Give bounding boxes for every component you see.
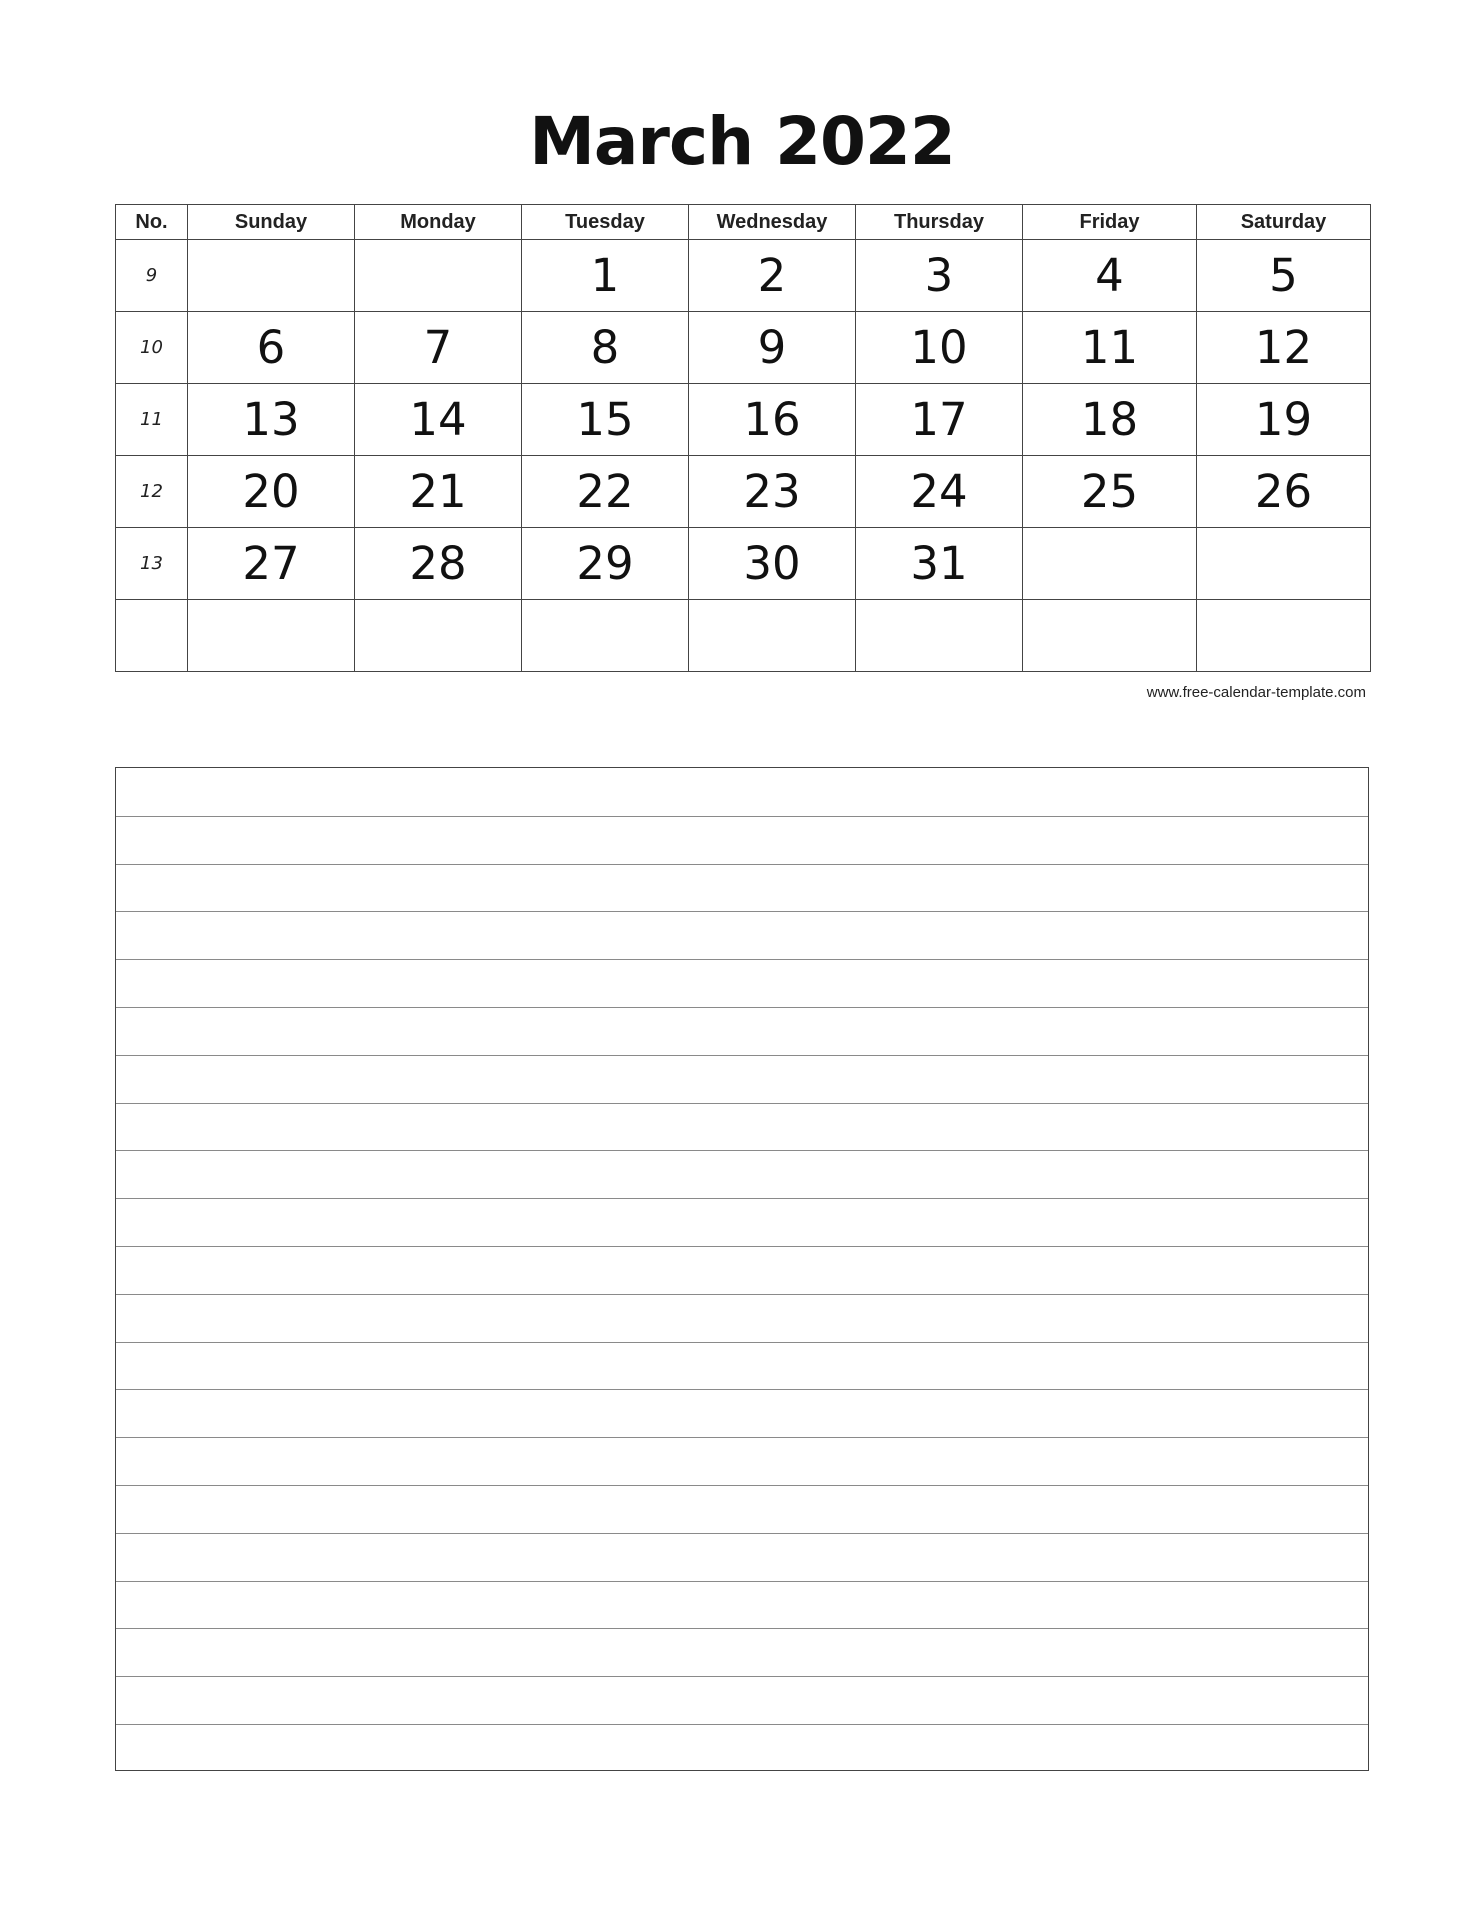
note-line [116, 1103, 1368, 1104]
day-cell: 12 [1197, 312, 1371, 384]
note-line [116, 1724, 1368, 1725]
day-cell [188, 600, 355, 672]
note-line [116, 1055, 1368, 1056]
day-cell: 24 [856, 456, 1023, 528]
day-cell [1023, 600, 1197, 672]
day-cell: 26 [1197, 456, 1371, 528]
day-cell: 9 [689, 312, 856, 384]
weekday-header-saturday: Saturday [1197, 205, 1371, 240]
notes-area[interactable] [115, 767, 1369, 1771]
weekday-header-sunday: Sunday [188, 205, 355, 240]
day-cell: 27 [188, 528, 355, 600]
day-cell [355, 600, 522, 672]
day-cell: 16 [689, 384, 856, 456]
day-cell: 15 [522, 384, 689, 456]
day-cell: 21 [355, 456, 522, 528]
day-cell: 5 [1197, 240, 1371, 312]
note-line [116, 1007, 1368, 1008]
day-cell: 17 [856, 384, 1023, 456]
day-cell [1023, 528, 1197, 600]
day-cell [856, 600, 1023, 672]
note-line [116, 959, 1368, 960]
week-number: 13 [116, 528, 188, 600]
week-number [116, 600, 188, 672]
day-cell: 7 [355, 312, 522, 384]
day-cell [1197, 528, 1371, 600]
day-cell: 3 [856, 240, 1023, 312]
website-credit: www.free-calendar-template.com [1146, 684, 1366, 701]
day-cell [522, 600, 689, 672]
week-row [116, 384, 1371, 456]
day-cell: 19 [1197, 384, 1371, 456]
day-cell: 18 [1023, 384, 1197, 456]
day-cell: 1 [522, 240, 689, 312]
note-line [116, 1485, 1368, 1486]
note-line [116, 1437, 1368, 1438]
day-cell: 2 [689, 240, 856, 312]
day-cell [188, 240, 355, 312]
week-row [116, 240, 1371, 312]
week-number: 11 [116, 384, 188, 456]
week-number: 12 [116, 456, 188, 528]
day-cell: 10 [856, 312, 1023, 384]
day-cell: 22 [522, 456, 689, 528]
day-cell: 25 [1023, 456, 1197, 528]
note-line [116, 864, 1368, 865]
day-cell [689, 600, 856, 672]
day-cell: 8 [522, 312, 689, 384]
day-cell [1197, 600, 1371, 672]
calendar-grid [115, 204, 1371, 672]
weekday-header-monday: Monday [355, 205, 522, 240]
day-cell: 23 [689, 456, 856, 528]
day-cell [355, 240, 522, 312]
weekday-header-friday: Friday [1023, 205, 1197, 240]
day-cell: 13 [188, 384, 355, 456]
week-number-header: No. [116, 205, 188, 240]
note-line [116, 1198, 1368, 1199]
note-line [116, 816, 1368, 817]
day-cell: 11 [1023, 312, 1197, 384]
week-row [116, 528, 1371, 600]
note-line [116, 1628, 1368, 1629]
week-row [116, 600, 1371, 672]
note-line [116, 1246, 1368, 1247]
note-line [116, 1389, 1368, 1390]
note-line [116, 911, 1368, 912]
note-line [116, 1294, 1368, 1295]
day-cell: 14 [355, 384, 522, 456]
weekday-header-wednesday: Wednesday [689, 205, 856, 240]
week-row [116, 312, 1371, 384]
note-line [116, 1581, 1368, 1582]
note-line [116, 1676, 1368, 1677]
week-row [116, 456, 1371, 528]
note-line [116, 1533, 1368, 1534]
weekday-header-thursday: Thursday [856, 205, 1023, 240]
day-cell: 20 [188, 456, 355, 528]
note-line [116, 1342, 1368, 1343]
weekday-header-tuesday: Tuesday [522, 205, 689, 240]
day-cell: 4 [1023, 240, 1197, 312]
day-cell: 6 [188, 312, 355, 384]
day-cell: 28 [355, 528, 522, 600]
week-number: 9 [116, 240, 188, 312]
day-cell: 29 [522, 528, 689, 600]
week-number: 10 [116, 312, 188, 384]
note-line [116, 1150, 1368, 1151]
calendar-title: March 2022 [529, 103, 955, 180]
day-cell: 30 [689, 528, 856, 600]
day-cell: 31 [856, 528, 1023, 600]
weekday-header-row [116, 205, 1371, 240]
